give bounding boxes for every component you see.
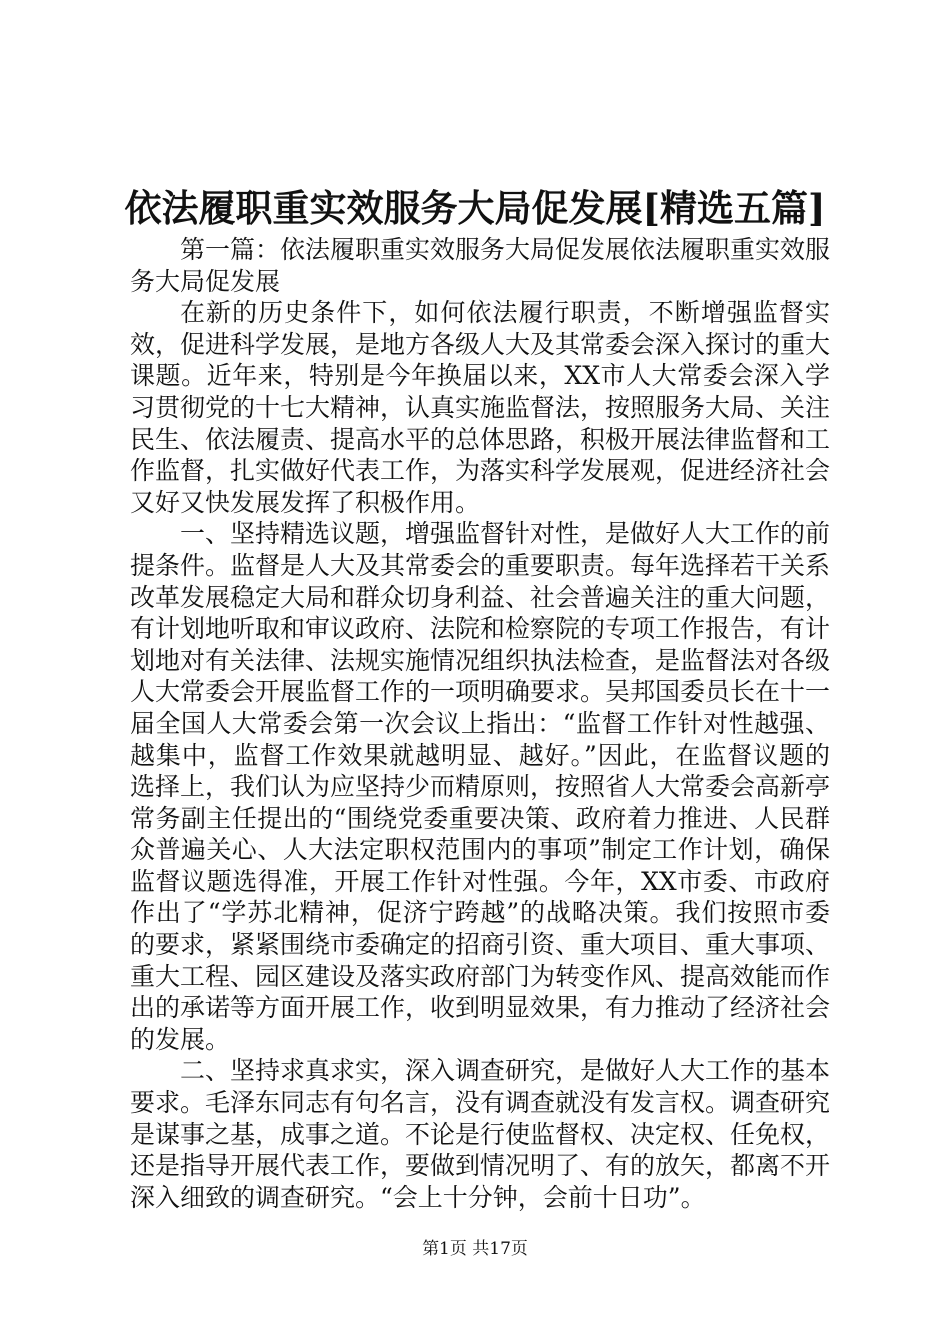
document-body [130,234,830,1213]
page-footer: 第1页 共17页 [422,1239,528,1259]
paragraph-point-two: 二、坚持求真求实，深入调查研究，是做好人大工作的基本要求。毛泽东同志有句名言，没有调查就没有发言权。调查研究是谋事之基，成事之道。不论是行使监督权、决定权、任免权，还是指导开展代表工作，要做到情况明了、有的放矢，都离不开深入细致的调查研究。“会上十分钟，会前十日功”。 [130,1056,831,1212]
document-title: 依法履职重实效服务大局促发展[精选五篇] [124,186,826,230]
paragraph-background: 在新的历史条件下，如何依法履行职责，不断增强监督实效，促进科学发展，是地方各级人大及其常委会深入探讨的重大课题。近年来，特别是今年换届以来，XX市人大常委会深入学习贯彻党的十七大精神，认真实施监督法，按照服务大局、关注民生、依法履责、提高水平的总体思路，积极开展法律监督和工作监督，扎实做好代表工作，为落实科学发展观，促进经济社会又好又快发展发挥了积极作用。 [130,298,831,517]
paragraph-point-one: 一、坚持精选议题，增强监督针对性，是做好人大工作的前提条件。监督是人大及其常委会的重要职责。每年选择若干关系改革发展稳定大局和群众切身利益、社会普遍关注的重大问题，有计划地听取和审议政府、法院和检察院的专项工作报告，有计划地对有关法律、法规实施情况组织执法检查，是监督法对各级人大常委会开展监督工作的一项明确要求。吴邦国委员长在十一届全国人大常委会第一次会议上指出：“监督工作针对性越强、越集中，监督工作效果就越明显、越好。”因此，在监督议题的选择上，我们认为应坚持少而精原则，按照省人大常委会高新亭常务副主任提出的“围绕党委重要决策、政府着力推进、人民群众普遍关心、人大法定职权范围内的事项”制定工作计划，确保监督议题选得准，开展工作针对性强。今年，XX市委、市政府作出了“学苏北精神，促济宁跨越”的战略决策。我们按照市委的要求，紧紧围绕市委确定的招商引资、重大项目、重大事项、重大工程、园区建设及落实政府部门为转变作风、提高效能而作出的承诺等方面开展工作，收到明显效果，有力推动了经济社会的发展。 [130,519,831,1054]
paragraph-heading-intro: 第一篇：依法履职重实效服务大局促发展依法履职重实效服务大局促发展 [130,235,831,296]
